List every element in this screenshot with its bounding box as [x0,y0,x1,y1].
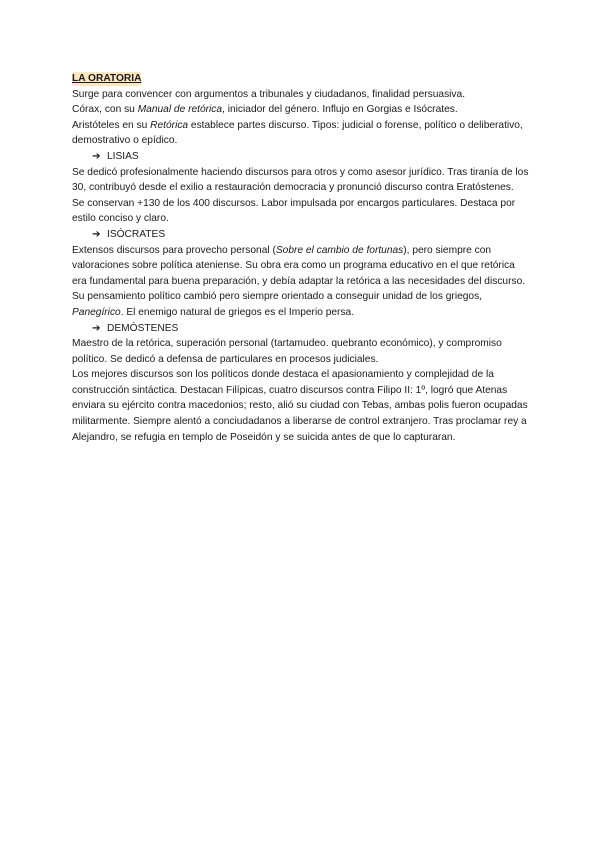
isocrates-paragraph-1 [72,243,532,290]
book-title: Retórica [150,119,189,131]
intro-paragraph-1: Surge para convencer con argumentos a tribunales y ciudadanos, finalidad persuasiva. [72,88,466,100]
lisias-paragraph-2: Se conservan +130 de los 400 discursos. Labor impulsada por encargos particulares. Destaca por estilo conciso y claro. [72,197,516,225]
intro-paragraph-2 [72,102,532,118]
section-heading-lisias [72,149,532,165]
heading-label: LISIAS [107,150,139,162]
intro-paragraph-3 [72,118,532,149]
intro-text: establece partes discurso. Tipos: judicial o forense, político o deliberativo, demostrativo o epídico. [72,119,523,147]
intro-text: Aristóteles en su [72,119,151,131]
heading-label: DEMÓSTENES [107,322,179,334]
arrow-icon: ➔ [92,322,101,334]
document-title: LA ORATORIA [72,73,142,84]
isocrates-paragraph-2 [72,289,532,320]
book-title: Panegírico [72,306,121,318]
document-page [72,71,532,445]
intro-text: Córax, con su [72,104,138,116]
demostenes-paragraph-1: Maestro de la retórica, superación personal (tartamudeo. quebranto económico), y compromiso político. Se dedicó a defensa de particulares en procesos judiciales. [72,338,502,365]
book-title: Manual de retórica [137,104,223,116]
body-text: . El enemigo natural de griegos es el Imperio persa. [120,306,355,318]
section-heading-demostenes [72,321,532,337]
body-text: Extensos discursos para provecho personal ( [72,244,276,256]
intro-text: , iniciador del género. Influjo en Gorgias e Isócrates. [222,104,458,116]
arrow-icon: ➔ [92,150,101,162]
book-title: Sobre el cambio de fortunas [275,244,404,256]
section-heading-isocrates [72,227,532,243]
body-text: ), pero siempre con valoraciones sobre política ateniense. Su obra era como un programa educativo en el que retórica era fundamental para buena preparación, y debía adaptar la retórica a las necesidades del discurso. [72,244,526,287]
body-text: Su pensamiento político cambió pero siempre orientado a conseguir unidad de los griegos, [72,291,483,303]
heading-label: ISÓCRATES [107,228,166,240]
demostenes-paragraph-2: Los mejores discursos son los políticos donde destaca el apasionamiento y complejidad de la construcción sintáctica. Destacan Filípicas, cuatro discursos contra Filipo II: 1º, logró que Atenas enviara su ejército contra macedonios; resto, alió su ciudad con Tebas, ambas polis fueron ocupadas militarmente. Siempre alentó a conciudadanos a liberarse de control extranjero. Tras proclamar rey a Alejandro, se refugia en templo de Poseidón y se suicida antes de que lo capturaran. [72,369,528,443]
lisias-paragraph-1: Se dedicó profesionalmente haciendo discursos para otros y como asesor jurídico. Tras tiranía de los 30, contribuyó desde el exilio a restauración democracia y pronunció discurso contra Eratóstenes. [72,166,529,194]
arrow-icon: ➔ [92,228,101,240]
